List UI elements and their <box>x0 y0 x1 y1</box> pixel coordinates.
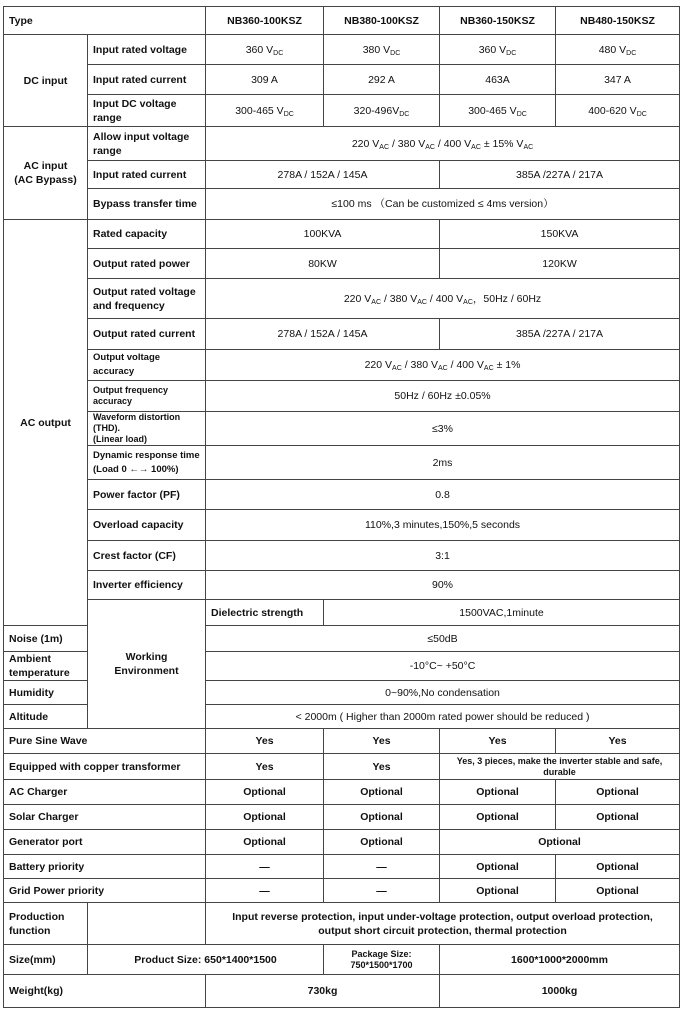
cell-value: Optional <box>324 830 440 855</box>
row-label: Dynamic response time (Load 0 ←→ 100%) <box>88 446 206 480</box>
row-label: Overload capacity <box>88 510 206 541</box>
group-label-dc-input: DC input <box>4 35 88 127</box>
table-row <box>4 541 680 571</box>
table-row <box>4 600 680 626</box>
row-label: Output rated power <box>88 249 206 279</box>
table-row <box>4 780 680 805</box>
cell-value: Optional <box>440 780 556 805</box>
merged-value: 90% <box>206 571 680 600</box>
merged-value: ≤100 ms （Can be customized ≤ 4ms version） <box>206 189 680 220</box>
cell-value: 309 A <box>206 65 324 95</box>
row-label: Humidity <box>4 681 88 705</box>
cell-value: Optional <box>324 805 440 830</box>
cell-value: Yes <box>206 729 324 754</box>
merged-value: 1000kg <box>440 975 680 1008</box>
merged-value: Optional <box>440 830 680 855</box>
merged-value: 278A / 152A / 145A <box>206 319 440 350</box>
model-header: NB380-100KSZ <box>324 7 440 35</box>
row-label: Generator port <box>4 830 206 855</box>
row-label: Allow input voltage range <box>88 127 206 161</box>
group-label-ac-output: AC output <box>4 220 88 626</box>
cell-value: 380 $V_{DC}$ <box>324 35 440 65</box>
merged-value: 278A / 152A / 145A <box>206 161 440 189</box>
merged-value: 220 $V_{AC} / 380$ $V_{AC} / 400$ $V_{AC}$，50Hz / 60Hz <box>206 279 680 319</box>
row-label: Grid Power priority <box>4 879 206 903</box>
row-label: Crest factor (CF) <box>88 541 206 571</box>
cell-value: — <box>324 879 440 903</box>
row-label: Ambient temperature <box>4 652 88 681</box>
cell-value: — <box>324 855 440 879</box>
row-label: Power factor (PF) <box>88 480 206 510</box>
cell-value: Optional <box>556 780 680 805</box>
merged-value: -10°C~ +50°C <box>206 652 680 681</box>
cell-value: Yes <box>206 754 324 780</box>
merged-value: 2ms <box>206 446 680 480</box>
table-row <box>4 729 680 754</box>
cell-value: 292 A <box>324 65 440 95</box>
model-header: NB360-150KSZ <box>440 7 556 35</box>
row-label: Output voltage accuracy <box>88 350 206 381</box>
table-row <box>4 381 680 412</box>
merged-value: 0~90%,No condensation <box>206 681 680 705</box>
table-row <box>4 279 680 319</box>
table-row <box>4 65 680 95</box>
table-row <box>4 350 680 381</box>
row-label: AC Charger <box>4 780 206 805</box>
merged-value: 0.8 <box>206 480 680 510</box>
model-header: NB480-150KSZ <box>556 7 680 35</box>
row-label: Input rated current <box>88 161 206 189</box>
table-row <box>4 446 680 480</box>
row-label: Bypass transfer time <box>88 189 206 220</box>
table-row <box>4 754 680 780</box>
row-label: Pure Sine Wave <box>4 729 206 754</box>
cell-value: Optional <box>440 879 556 903</box>
cell-value: Optional <box>440 855 556 879</box>
merged-value: 220 $V_{AC} / 380$ $V_{AC} / 400$ $V_{AC} \pm 15\%$ $V_{AC}$ <box>206 127 680 161</box>
row-label: Output frequency accuracy <box>88 381 206 412</box>
cell-value: $320-496V_{DC}$ <box>324 95 440 127</box>
merged-value: 3:1 <box>206 541 680 571</box>
cell-value: Optional <box>440 805 556 830</box>
cell-value: 300-465 $V_{DC}$ <box>440 95 556 127</box>
row-label: Solar Charger <box>4 805 206 830</box>
table-row <box>4 945 680 975</box>
cell-value: Optional <box>556 855 680 879</box>
cell-value: Package Size: 750*1500*1700 <box>324 945 440 975</box>
empty-cell <box>88 903 206 945</box>
table-row <box>4 903 680 945</box>
row-label: Battery priority <box>4 855 206 879</box>
cell-value: — <box>206 879 324 903</box>
row-label: Inverter efficiency <box>88 571 206 600</box>
row-label: Equipped with copper transformer <box>4 754 206 780</box>
row-label: Altitude <box>4 705 88 729</box>
merged-value: 110%,3 minutes,150%,5 seconds <box>206 510 680 541</box>
merged-value: < 2000m ( Higher than 2000m rated power should be reduced ) <box>206 705 680 729</box>
cell-value: 400-620 $V_{DC}$ <box>556 95 680 127</box>
cell-value: Yes <box>324 729 440 754</box>
row-label: Output rated current <box>88 319 206 350</box>
row-label: Waveform distortion (THD). (Linear load) <box>88 412 206 446</box>
table-row <box>4 161 680 189</box>
merged-value: 80KW <box>206 249 440 279</box>
table-row <box>4 975 680 1008</box>
table-row <box>4 189 680 220</box>
table-row <box>4 879 680 903</box>
row-label: Size(mm) <box>4 945 88 975</box>
table-row <box>4 830 680 855</box>
type-header: Type <box>4 7 206 35</box>
cell-value: Optional <box>206 780 324 805</box>
cell-value: 347 A <box>556 65 680 95</box>
table-row <box>4 249 680 279</box>
cell-value: Yes <box>440 729 556 754</box>
merged-value: 120KW <box>440 249 680 279</box>
cell-value: — <box>206 855 324 879</box>
cell-value: Optional <box>324 780 440 805</box>
table-row <box>4 480 680 510</box>
cell-value: Yes <box>324 754 440 780</box>
merged-value: 385A /227A / 217A <box>440 161 680 189</box>
row-label: Input rated voltage <box>88 35 206 65</box>
header-row <box>4 7 680 35</box>
merged-value: 220 $V_{AC} / 380$ $V_{AC} / 400$ $V_{AC} \pm 1\%$ <box>206 350 680 381</box>
table-row <box>4 571 680 600</box>
group-label-working-environment: Working Environment <box>88 600 206 729</box>
cell-value: 480 $V_{DC}$ <box>556 35 680 65</box>
row-label: Production function <box>4 903 88 945</box>
merged-value: ≤3% <box>206 412 680 446</box>
merged-value: Product Size: 650*1400*1500 <box>88 945 324 975</box>
row-label: Input DC voltage range <box>88 95 206 127</box>
table-row <box>4 220 680 249</box>
group-label-ac-input: AC input (AC Bypass) <box>4 127 88 220</box>
table-row <box>4 35 680 65</box>
row-label: Input rated current <box>88 65 206 95</box>
cell-value: Optional <box>206 805 324 830</box>
table-row <box>4 95 680 127</box>
row-label: Output rated voltage and frequency <box>88 279 206 319</box>
cell-value: Optional <box>556 805 680 830</box>
merged-value: 150KVA <box>440 220 680 249</box>
merged-value: ≤50dB <box>206 626 680 652</box>
table-row <box>4 412 680 446</box>
cell-value: 360 $V_{DC}$ <box>206 35 324 65</box>
cell-value: Yes <box>556 729 680 754</box>
table-row <box>4 319 680 350</box>
cell-value: 360 $V_{DC}$ <box>440 35 556 65</box>
merged-value: 1600*1000*2000mm <box>440 945 680 975</box>
cell-value: Optional <box>206 830 324 855</box>
spec-table <box>3 6 680 1008</box>
row-label: Weight(kg) <box>4 975 206 1008</box>
merged-value: Input reverse protection, input under-voltage protection, output overload protection, output short circuit protection, thermal protection <box>206 903 680 945</box>
cell-value: 463A <box>440 65 556 95</box>
merged-value: 50Hz / 60Hz ±0.05% <box>206 381 680 412</box>
table-row <box>4 510 680 541</box>
row-label: Rated capacity <box>88 220 206 249</box>
merged-value: Yes, 3 pieces, make the inverter stable and safe, durable <box>440 754 680 780</box>
merged-value: 1500VAC,1minute <box>324 600 680 626</box>
table-row <box>4 127 680 161</box>
row-label: Noise (1m) <box>4 626 88 652</box>
table-row <box>4 805 680 830</box>
model-header: NB360-100KSZ <box>206 7 324 35</box>
merged-value: 730kg <box>206 975 440 1008</box>
row-label: Dielectric strength <box>206 600 324 626</box>
cell-value: Optional <box>556 879 680 903</box>
cell-value: 300-465 $V_{DC}$ <box>206 95 324 127</box>
merged-value: 100KVA <box>206 220 440 249</box>
table-row <box>4 855 680 879</box>
merged-value: 385A /227A / 217A <box>440 319 680 350</box>
